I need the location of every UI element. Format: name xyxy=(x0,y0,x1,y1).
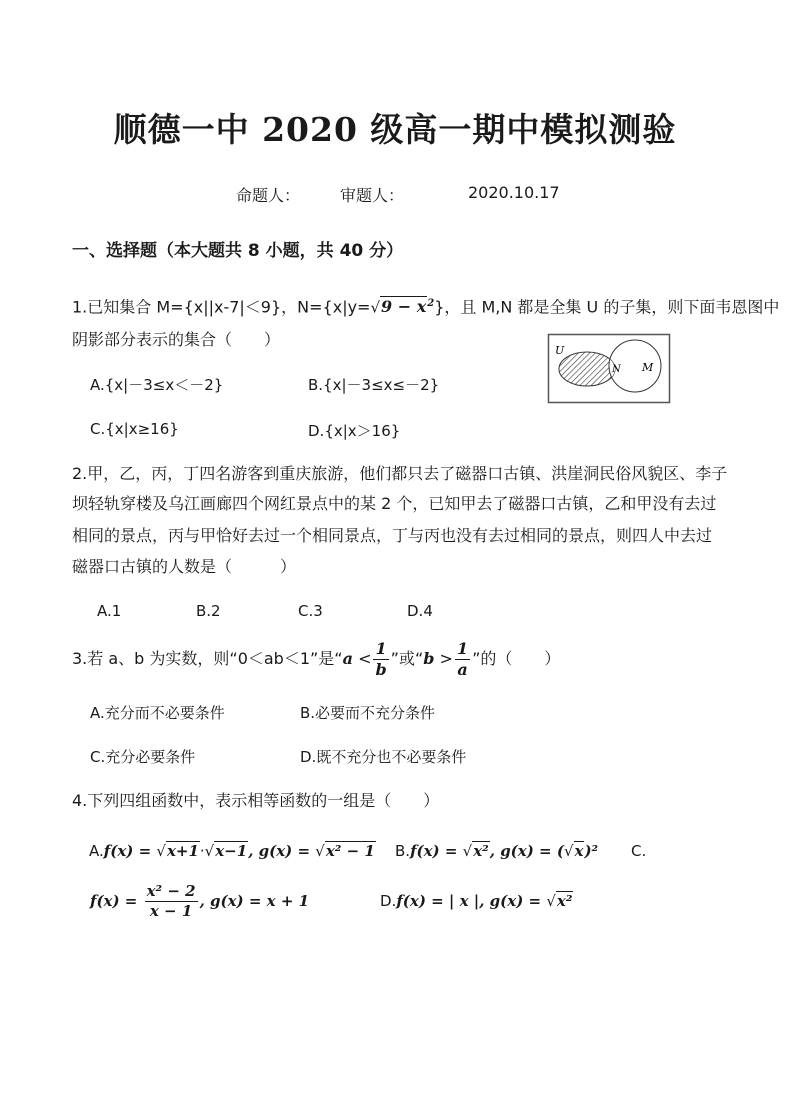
q3-option-d[interactable]: D.既不充分也不必要条件 xyxy=(300,748,467,766)
q1-option-c[interactable]: C.{x|x≥16} xyxy=(90,420,179,438)
question-2-line-4: 磁器口古镇的人数是（ ） xyxy=(72,557,297,576)
question-2-line-1: 2.甲，乙，丙，丁四名游客到重庆旅游，他们都只去了磁器口古镇、洪崖洞民俗风貌区、李子 xyxy=(72,464,728,483)
q2-option-c[interactable]: C.3 xyxy=(298,602,323,620)
section-heading: 一、选择题（本大题共 8 小题，共 40 分） xyxy=(72,241,404,261)
q2-option-d[interactable]: D.4 xyxy=(407,602,433,620)
venn-diagram xyxy=(547,333,671,405)
venn-label-n: N xyxy=(612,364,621,375)
setter-label: 命题人： xyxy=(236,186,301,205)
fraction-c: $\frac{\text{x² − 2}}{x - 1}$ xyxy=(146,882,196,920)
q2-option-a[interactable]: A.1 xyxy=(97,602,122,620)
fraction-1-over-a: $\frac{1}{a}$ xyxy=(456,639,469,679)
question-1-stem: 1.已知集合 M={x||x-7|＜9}，$N=\{x|y=√9 - x^2\}$，且 M,N 都是全集 U 的子集，则下面韦恩图中 xyxy=(72,297,780,317)
reviewer-label: 审题人： xyxy=(340,186,405,205)
q1-option-d[interactable]: D.{x|x＞16} xyxy=(308,422,401,440)
exam-date: 2020.10.17 xyxy=(468,183,560,202)
question-2-line-3: 相同的景点，丙与甲恰好去过一个相同景点，丁与丙也没有去过相同的景点，则四人中去过 xyxy=(72,526,713,545)
q3-option-a[interactable]: A.充分而不必要条件 xyxy=(90,704,225,722)
q4-option-b[interactable]: B.f(x) = √x², g(x) = (√x)² xyxy=(395,842,599,860)
question-3-stem: 3.若 a、b 为实数，则“0＜ab＜1”是“a < $\frac{1}{b}$ ”或“b > $\frac{1}{a}$ ”的（ ） xyxy=(72,639,561,679)
question-1-line-2: 阴影部分表示的集合（ ） xyxy=(72,330,281,349)
q1-radicand: 9 − x xyxy=(381,297,427,317)
venn-label-u: U xyxy=(555,344,565,357)
question-4-stem: 4.下列四组函数中，表示相等函数的一组是（ ） xyxy=(72,791,440,810)
fraction-1-over-b: $\frac{1}{b}$ xyxy=(375,639,387,679)
set-n-shaded-region xyxy=(559,352,615,386)
q3-option-c[interactable]: C.充分必要条件 xyxy=(90,748,196,766)
q1-option-b[interactable]: B.{x|－3≤x≤－2} xyxy=(308,376,440,394)
q4-option-a[interactable]: A.f(x) = √x+1·√x−1, g(x) = √x² − 1 xyxy=(89,842,375,860)
q4-option-c-expression[interactable]: f(x) = $\frac{\text{x² − 2}}{x - 1}$ , g(x) = x + 1 xyxy=(90,882,310,920)
q4-option-c-label[interactable]: C. xyxy=(631,842,647,860)
question-2-line-2: 坝轻轨穿楼及乌江画廊四个网红景点中的某 2 个，已知甲去了磁器口古镇，乙和甲没有去过 xyxy=(72,494,717,513)
page-title: 顺德一中 2020 级高一期中模拟测验 xyxy=(113,110,677,149)
q4-option-d[interactable]: D.f(x) = | x |, g(x) = √x² xyxy=(380,892,573,910)
venn-label-m: M xyxy=(642,361,654,374)
q2-option-b[interactable]: B.2 xyxy=(196,602,221,620)
q1-option-a[interactable]: A.{x|－3≤x＜－2} xyxy=(90,376,224,394)
q3-option-b[interactable]: B.必要而不充分条件 xyxy=(300,704,436,722)
